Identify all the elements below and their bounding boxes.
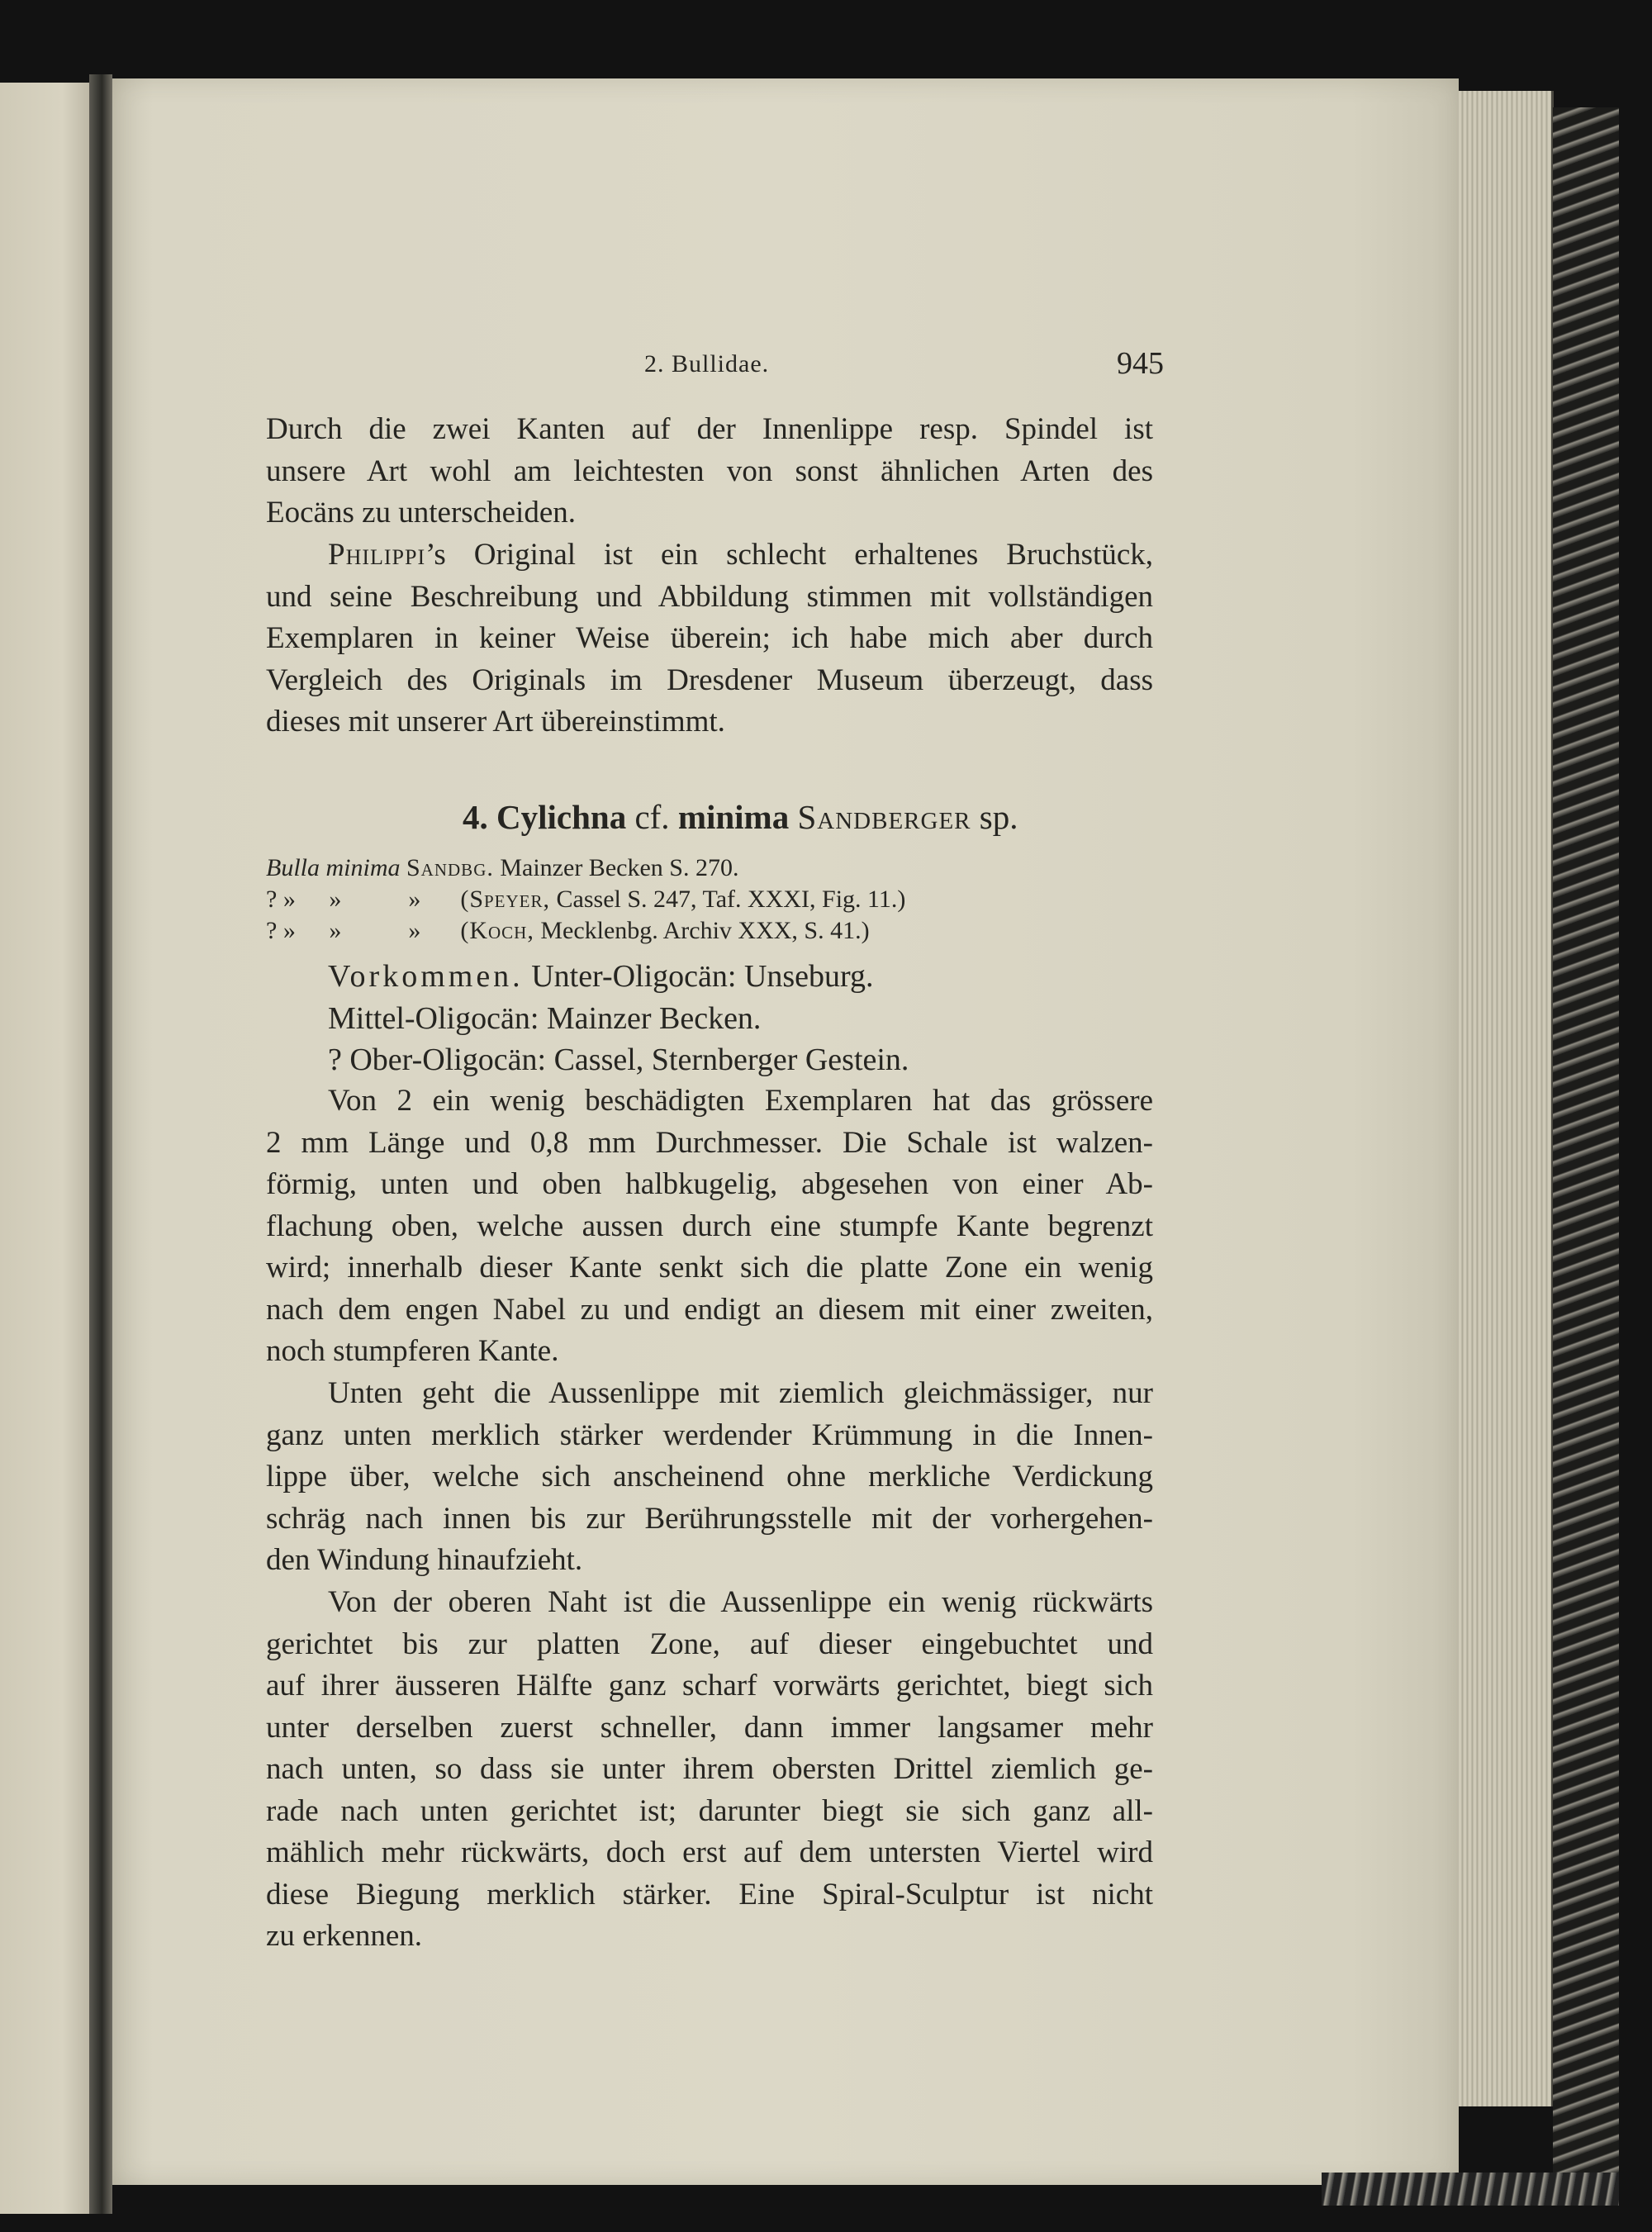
text-fragment: Unter-Oligocän: Unseburg. [523,959,874,994]
text-line: rade nach unten gerichtet ist; darunter biegt sie sich ganz all- [266,1793,1153,1828]
text-line: 2 mm Länge und 0,8 mm Durchmesser. Die Schale ist walzen- [266,1125,1153,1160]
synonymy-line [266,884,905,915]
species-cf: cf. [634,798,670,836]
text-line: unsere Art wohl am leichtesten von sonst ähnlichen Arten des [266,454,1153,488]
marbled-cover-edge [1553,107,1619,2189]
text-line: noch stumpferen Kante. [266,1334,559,1368]
text-line: ganz unten merklich stärker werdender Krümmung in die Innen- [266,1418,1153,1452]
synonymy-line [266,915,870,947]
page-stack-edges [1459,91,1554,2106]
book-gutter [89,74,112,2214]
text-line: Vergleich des Originals im Dresdener Museum überzeugt, dass [266,662,1153,697]
text-line: ? Ober-Oligocän: Cassel, Sternberger Gestein. [328,1042,909,1077]
synonym-author: (Koch, [460,917,534,944]
author-name: Philippi [328,538,426,572]
text-line: Von der oberen Naht ist die Aussenlippe ein wenig rückwärts [328,1585,1153,1619]
text-line: und seine Beschreibung und Abbildung stimmen mit vollständigen [266,579,1153,614]
text-line: Von 2 ein wenig beschädigten Exemplaren hat das grössere [328,1084,1153,1118]
occurrence-block [266,956,1153,1081]
synonym-author: Sandbg. [406,854,494,881]
paragraph-4 [266,1373,1153,1582]
running-head: 2. Bullidae. [644,350,770,378]
page-number: 945 [1117,346,1164,381]
text-line: Exemplaren in keiner Weise überein; ich habe mich aber durch [266,621,1153,655]
text-line: dieses mit unserer Art übereinstimmt. [266,705,725,738]
ditto-mark: » [329,917,342,944]
text-line: förmig, unten und oben halbkugelig, abgesehen von einer Ab- [266,1167,1153,1201]
text-line [266,534,1153,577]
text-line: Mittel-Oligocän: Mainzer Becken. [328,1000,762,1036]
text-line: den Windung hinaufzieht. [266,1543,583,1577]
text-line: nach unten, so dass sie unter ihrem obersten Drittel ziemlich ge- [266,1752,1153,1786]
paragraph-5 [266,1582,1153,1958]
synonym-prefix: ? » [266,886,296,913]
occurrence-label: Vorkommen. [328,959,524,994]
paragraph-2 [266,534,1153,743]
species-author: Sandberger [797,798,971,836]
species-number: 4. [463,798,488,836]
species-heading [463,797,1018,837]
text-line: Eocäns zu unterscheiden. [266,496,576,530]
left-page-edge [0,83,91,2214]
text-line [266,956,1153,998]
synonym-prefix: ? » [266,917,296,944]
ditto-mark: » [408,917,421,944]
text-line: auf ihrer äusseren Hälfte ganz scharf vorwärts gerichtet, biegt sich [266,1669,1153,1702]
synonymy-line [266,852,738,884]
ditto-mark: » [408,886,421,913]
paragraph-3 [266,1080,1153,1373]
text-line: flachung oben, welche aussen durch eine stumpfe Kante begrenzt [266,1209,1153,1243]
text-fragment: ’s Original ist ein schlecht erhaltenes Bruchstück, [425,538,1153,572]
synonym-reference: Mainzer Becken S. 270. [493,854,739,881]
text-line: schräg nach innen bis zur Berührungsstelle mit der vorhergehen- [266,1501,1153,1536]
synonym-reference: Cassel S. 247, Taf. XXXI, Fig. 11.) [550,886,906,913]
text-line: gerichtet bis zur platten Zone, auf dieser eingebuchtet und [266,1627,1153,1661]
text-line: nach dem engen Nabel zu und endigt an diesem mit einer zweiten, [266,1292,1153,1327]
text-line: diese Biegung merklich stärker. Eine Spiral-Sculptur ist nicht [266,1877,1153,1911]
text-line: zu erkennen. [266,1919,423,1953]
text-line: wird; innerhalb dieser Kante senkt sich die platte Zone ein wenig [266,1251,1153,1285]
species-suffix: sp. [979,798,1018,836]
synonym-reference: Mecklenbg. Archiv XXX, S. 41.) [534,917,870,944]
text-line: lippe über, welche sich anscheinend ohne merkliche Verdickung [266,1460,1153,1494]
text-line: Durch die zwei Kanten auf der Innenlippe resp. Spindel ist [266,412,1153,446]
text-line: unter derselben zuerst schneller, dann immer langsamer mehr [266,1710,1153,1745]
marbled-cover-bottom [1322,2173,1619,2206]
text-line: Unten geht die Aussenlippe mit ziemlich gleichmässiger, nur [328,1376,1153,1410]
synonym-author: (Speyer, [460,886,551,913]
species-epithet: minima [677,798,790,836]
paragraph-1 [266,409,1153,534]
synonym-name: Bulla minima [266,854,401,881]
species-genus: Cylichna [496,798,627,836]
text-line: mählich mehr rückwärts, doch erst auf dem untersten Viertel wird [266,1835,1153,1869]
ditto-mark: » [329,886,342,913]
